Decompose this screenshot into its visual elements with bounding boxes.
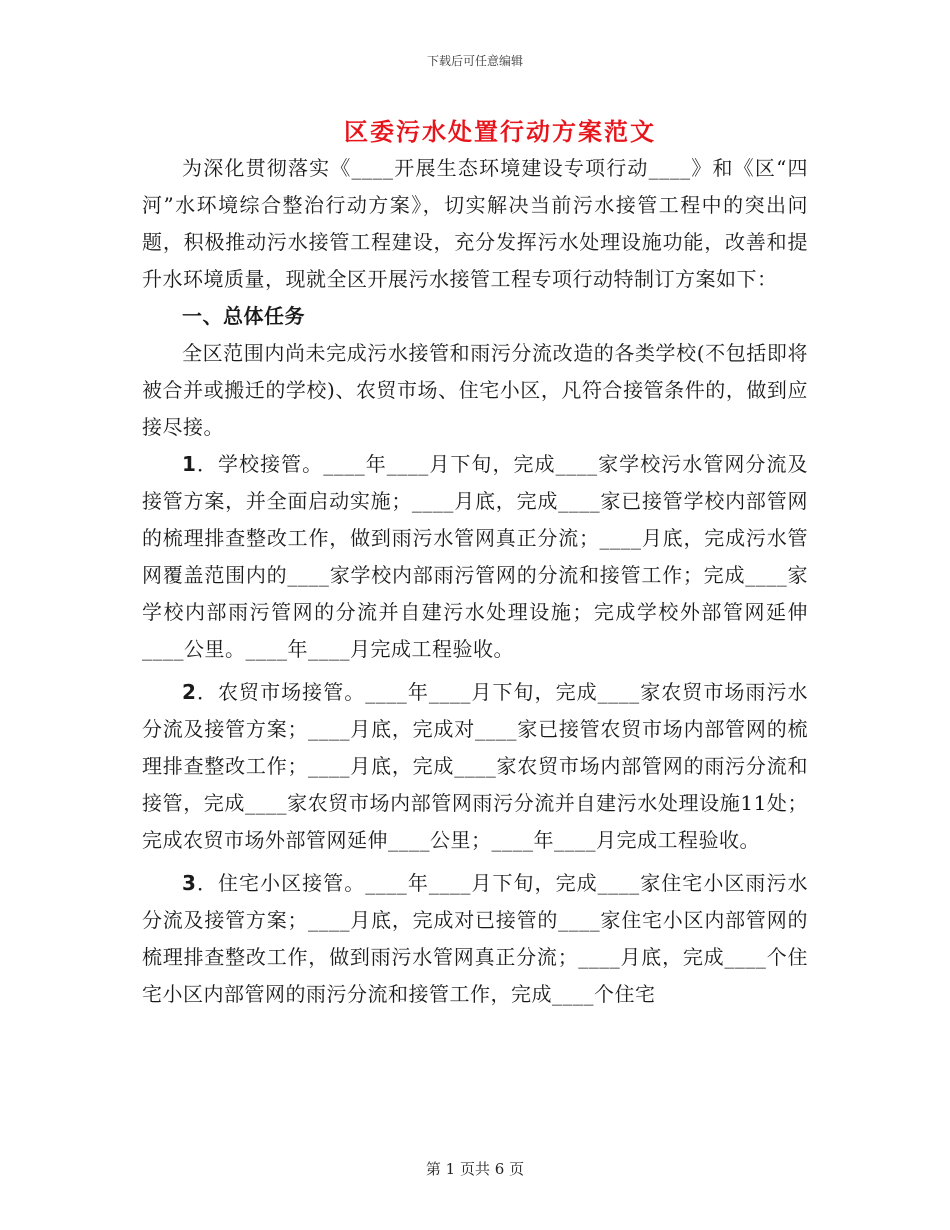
- section-heading: 一、总体任务: [182, 304, 305, 328]
- intro-paragraph: 为深化贯彻落实《____开展生态环境建设专项行动____》和《区“四河”水环境综合整治行动方案》，切实解决当前污水接管工程中的突出问题，积极推动污水接管工程建设，充分发挥污水处理设施功能，改善和提升水环境质量，现就全区开展污水接管工程专项行动特制订方案如下：: [142, 156, 808, 291]
- list-item: [142, 674, 808, 859]
- item-number: 1: [182, 452, 197, 476]
- header-note: 下载后可任意编辑: [426, 54, 523, 68]
- item-text: ．学校接管。____年____月下旬，完成____家学校污水管网分流及接管方案，并全面启动实施；____月底，完成____家已接管学校内部管网的梳理排查整改工作，做到雨污水管网真正分流；____月底，完成污水管网覆盖范围内的____家学校内部雨污管网的分流和接管工作；完成____家学校内部雨污管网的分流并自建污水处理设施；完成学校外部管网延伸____公里。____年____月完成工程验收。: [142, 452, 808, 661]
- section-paragraph: 全区范围内尚未完成污水接管和雨污分流改造的各类学校(不包括即将被合并或搬迁的学校)、农贸市场、住宅小区，凡符合接管条件的，做到应接尽接。: [142, 341, 808, 439]
- item-number: 3: [182, 871, 197, 895]
- page-number: 第 1 页共 6 页: [425, 1160, 525, 1178]
- document-body: [142, 150, 808, 1013]
- item-number: 2: [182, 680, 197, 704]
- list-item: [142, 865, 808, 1013]
- item-text: ．住宅小区接管。____年____月下旬，完成____家住宅小区雨污水分流及接管方案；____月底，完成对已接管的____家住宅小区内部管网的梳理排查整改工作，做到雨污水管网真正分流；____月底，完成____个住宅小区内部管网的雨污分流和接管工作，完成____个住宅: [142, 871, 808, 1006]
- item-text: ．农贸市场接管。____年____月下旬，完成____家农贸市场雨污水分流及接管方案；____月底，完成对____家已接管农贸市场内部管网的梳理排查整改工作；____月底，完成____家农贸市场内部管网的雨污分流和接管，完成____家农贸市场内部管网雨污分流并自建污水处理设施11处；完成农贸市场外部管网延伸____公里；____年____月完成工程验收。: [142, 680, 808, 852]
- list-item: [142, 446, 808, 668]
- document-title: 区委污水处置行动方案范文: [344, 117, 656, 146]
